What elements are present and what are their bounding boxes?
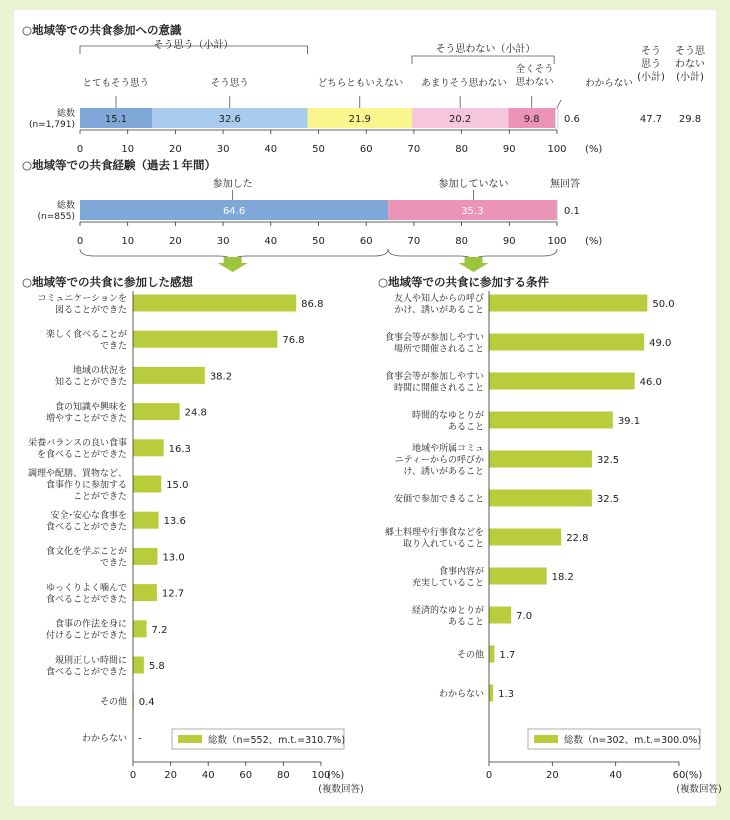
chart4-category-label: 郷土料理や行事食などを (384, 527, 484, 538)
chart3-value-label: 86.8 (301, 299, 324, 310)
chart4-bar (489, 529, 561, 546)
chart3-category-label: 付けることができた (45, 631, 127, 642)
chart3-value-label: 24.8 (184, 407, 207, 419)
chart3-bar (133, 331, 277, 348)
chart1-category-label: そう思う (210, 78, 249, 89)
chart4-category-label: 安価で参加できること (393, 494, 484, 505)
chart2-x-tick-label: 40 (264, 236, 278, 247)
chart3-bar (133, 512, 159, 529)
chart4-category-label: 友人や知人からの呼び (393, 293, 484, 304)
chart3-category-label: 調理や配膳、買物など、 (27, 469, 127, 479)
chart3-category-label: できた (99, 558, 127, 569)
chart3-bar (133, 403, 180, 420)
chart3-category-label: ことができた (72, 492, 127, 502)
chart4-bar (489, 685, 493, 702)
chart1-subtotal-header: 思う (641, 59, 661, 70)
chart3-category-label: できた (99, 341, 127, 352)
chart3-bar (133, 584, 157, 601)
chart2-title: ○地域等での共食経験（過去１年間） (22, 158, 217, 172)
chart4-category-label: 取り入れていること (402, 539, 484, 550)
chart2-x-tick-label: 0 (76, 236, 84, 247)
chart3-category-label: コミュニケーションを (37, 293, 127, 304)
chart4-value-label: 22.8 (566, 533, 589, 544)
chart4-legend-label: 総数（n=302、m.t.=300.0%) (564, 735, 702, 746)
chart4-x-tick-label: 0 (485, 770, 493, 781)
chart4-value-label: 39.1 (617, 416, 641, 427)
chart2-x-tick-label: 20 (169, 236, 182, 247)
chart1-x-unit: (%) (585, 144, 603, 155)
chart1-x-tick-label: 0 (76, 144, 84, 155)
chart3-value-label: 12.7 (161, 588, 185, 600)
chart1-subtotal-header: そう思 (675, 46, 705, 57)
chart4-category-label: 食事内容が (438, 566, 484, 577)
chart1-category-label: わからない (585, 78, 633, 89)
chart3-bar (133, 476, 161, 493)
chart3-x-tick-label: 100 (311, 770, 331, 781)
chart4-bar (489, 295, 647, 312)
chart3-category-label: 食べることができた (45, 522, 127, 533)
chart2-row-label: (n=855) (37, 212, 75, 222)
chart1-row-label: (n=1,791) (28, 120, 75, 130)
chart2-x-tick-label: 50 (312, 236, 325, 247)
chart4-category-label: わからない (438, 689, 484, 700)
chart1-value-label: 32.6 (218, 114, 241, 125)
chart2-x-tick-label: 30 (216, 236, 230, 247)
chart4-bar (489, 646, 494, 663)
chart2-x-tick-label: 60 (359, 236, 373, 247)
chart1-subtotal-header: (小計) (676, 72, 704, 83)
chart3-x-unit: (%) (327, 770, 345, 781)
chart1-row-label: 総数 (56, 109, 75, 119)
chart3-legend-swatch (178, 735, 202, 743)
chart1-category-label: 全くそう (515, 64, 554, 75)
chart2-x-tick-label: 90 (502, 236, 516, 247)
chart4-value-label: 18.2 (551, 572, 574, 583)
chart3-value-label: 76.8 (282, 335, 305, 347)
chart3-value-label: 0.4 (138, 697, 155, 709)
chart3-bar (133, 439, 164, 456)
chart3-x-tick-label: 80 (277, 770, 290, 781)
chart4-category-label: 経済的なゆとりが (411, 605, 484, 616)
chart4-category-label: 充実していること (411, 578, 484, 589)
chart3-value-label: - (138, 733, 142, 745)
chart2-value-label: 35.3 (461, 206, 484, 217)
chart4-note: (複数回答) (676, 784, 722, 795)
chart3-bar (133, 367, 205, 384)
chart3-note: (複数回答) (318, 784, 364, 795)
chart4-x-tick-label: 40 (609, 770, 623, 781)
chart4-bar (489, 490, 592, 507)
chart2-row-label: 総数 (56, 201, 75, 211)
chart3-value-label: 5.8 (148, 661, 165, 672)
chart3-category-label: わからない (81, 733, 127, 744)
chart3-bar (133, 657, 144, 674)
chart3-value-label: 16.3 (168, 443, 191, 455)
chart1-subtotal-header: (小計) (637, 72, 665, 83)
chart4-bar (489, 451, 592, 468)
chart1-group-label: そう思わない（小計） (435, 44, 536, 55)
chart3-category-label: 楽しく食べることが (45, 329, 127, 340)
chart3-category-label: 地域の状況を (72, 366, 127, 377)
chart3-value-label: 15.0 (166, 480, 189, 491)
chart4-legend-swatch (534, 735, 558, 743)
chart1-bar-segment (555, 108, 558, 128)
chart2-category-label: 無回答 (550, 179, 580, 190)
chart3-x-tick-label: 20 (164, 770, 177, 781)
chart4-bar (489, 607, 511, 624)
chart3-category-label: 栄養バランスの良い食事 (28, 438, 127, 449)
chart4-category-label: 場所で開催されること (393, 344, 484, 355)
chart1-x-tick-label: 80 (455, 144, 468, 155)
chart1-category-label: あまりそう思わない (421, 78, 507, 89)
chart1-x-tick-label: 90 (502, 144, 516, 155)
chart2-x-tick-label: 80 (455, 236, 468, 247)
chart4-category-label: 食事会等が参加しやすい (384, 332, 484, 343)
chart4-category-label: 時間に開催されること (393, 383, 484, 394)
chart3-category-label: ゆっくりよく噛んで (46, 583, 127, 594)
chart3-category-label: 食文化を学ぶことが (45, 547, 127, 558)
chart1-x-tick-label: 50 (312, 144, 325, 155)
chart1-x-tick-label: 70 (407, 144, 421, 155)
chart4-value-label: 1.3 (498, 689, 515, 700)
chart1-category-label: とてもそう思う (82, 78, 150, 89)
chart1-x-tick-label: 40 (264, 144, 278, 155)
chart3-legend-label: 総数（n=552、m.t.=310.7%) (208, 735, 346, 746)
chart4-value-label: 46.0 (639, 377, 662, 388)
chart2-x-tick-label: 10 (121, 236, 135, 247)
chart2-category-label: 参加した (212, 179, 253, 190)
chart3-category-label: 食べることができた (45, 667, 127, 678)
chart4-value-label: 49.0 (649, 338, 672, 349)
chart3-category-label: その他 (99, 697, 127, 708)
chart1-value-label: 21.9 (348, 114, 371, 125)
chart3-x-tick-label: 60 (239, 770, 253, 781)
chart4-x-tick-label: 60 (672, 770, 686, 781)
chart4-bar (489, 568, 547, 585)
chart3-title: ○地域等での共食に参加した感想 (22, 275, 194, 289)
chart1-value-label: 20.2 (449, 114, 472, 125)
chart4-value-label: 1.7 (499, 650, 516, 661)
chart4-value-label: 50.0 (652, 299, 675, 310)
chart3-x-tick-label: 40 (201, 770, 215, 781)
chart1-category-label: 思わない (515, 77, 554, 88)
chart1-x-tick-label: 30 (216, 144, 230, 155)
chart3-value-label: 13.6 (163, 516, 186, 528)
chart1-value-label: 9.8 (523, 114, 540, 125)
chart1-subtotal-header: そう (641, 46, 661, 57)
chart2-x-tick-label: 100 (547, 236, 567, 247)
chart3-category-label: を食べることができた (36, 450, 127, 461)
chart1-x-tick-label: 100 (547, 144, 567, 155)
chart4-category-label: 食事会等が参加しやすい (384, 371, 484, 382)
chart1-subtotal-value: 29.8 (678, 114, 702, 125)
chart3-bar (133, 620, 147, 637)
chart3-value-label: 13.0 (162, 552, 185, 564)
chart3-category-label: 安全･安心な食事を (50, 510, 127, 521)
chart3-x-tick-label: 0 (129, 770, 137, 781)
chart1-subtotal-value: 47.7 (639, 114, 663, 125)
chart3-category-label: 知ることができた (54, 377, 127, 388)
chart4-category-label: ニティーからの呼びか (394, 455, 484, 466)
chart2-bar-segment (557, 200, 558, 220)
chart4-title: ○地域等での共食に参加する条件 (378, 275, 550, 289)
chart4-x-tick-label: 20 (545, 770, 559, 781)
chart3-value-label: 7.2 (151, 624, 168, 636)
chart4-category-label: かけ、誘いがあること (394, 305, 484, 316)
chart1-x-tick-label: 10 (121, 144, 135, 155)
chart1-x-tick-label: 60 (359, 144, 373, 155)
chart3-category-label: 図ることができた (54, 305, 127, 316)
chart4-bar (489, 334, 644, 351)
chart4-value-label: 32.5 (596, 455, 620, 466)
chart3-value-label: 38.2 (209, 371, 233, 383)
chart3-category-label: 食事の作法を身に (54, 619, 127, 630)
chart3-bar (133, 295, 296, 312)
chart4-bar (489, 373, 635, 390)
chart4-category-label: 時間的なゆとりが (411, 410, 484, 421)
chart3-category-label: 食べることができた (45, 594, 127, 605)
chart4-x-unit: (%) (685, 770, 703, 781)
chart3-category-label: 食事作りに参加する (45, 480, 127, 491)
chart4-category-label: あること (447, 422, 484, 433)
chart3-category-label: 規則正しい時間に (54, 655, 127, 666)
chart4-category-label: その他 (456, 650, 484, 661)
chart2-value-label: 0.1 (564, 206, 580, 217)
chart1-group-label: そう思う（小計） (153, 40, 234, 51)
chart2-x-tick-label: 70 (407, 236, 421, 247)
chart1-subtotal-header: わない (675, 59, 705, 70)
chart1-value-label: 15.1 (104, 114, 128, 125)
chart1-category-label: どちらともいえない (317, 78, 404, 89)
chart2-value-label: 64.6 (222, 206, 246, 217)
chart2-category-label: 参加していない (438, 179, 509, 190)
chart3-category-label: 増やすことができた (45, 413, 127, 424)
chart4-bar (489, 412, 613, 429)
chart4-value-label: 7.0 (516, 611, 533, 622)
chart1-x-tick-label: 20 (169, 144, 182, 155)
chart4-category-label: け、誘いがあること (403, 467, 484, 477)
chart4-category-label: 地域や所属コミュ (412, 444, 484, 454)
chart3-category-label: 食の知識や興味を (54, 402, 127, 413)
chart2-x-unit: (%) (585, 236, 603, 247)
chart1-value-label: 0.6 (564, 114, 580, 125)
chart3-bar (133, 548, 157, 565)
chart4-category-label: あること (447, 617, 484, 628)
chart4-value-label: 32.5 (596, 494, 620, 505)
chart1-title: ○地域等での共食参加への意識 (22, 23, 182, 37)
